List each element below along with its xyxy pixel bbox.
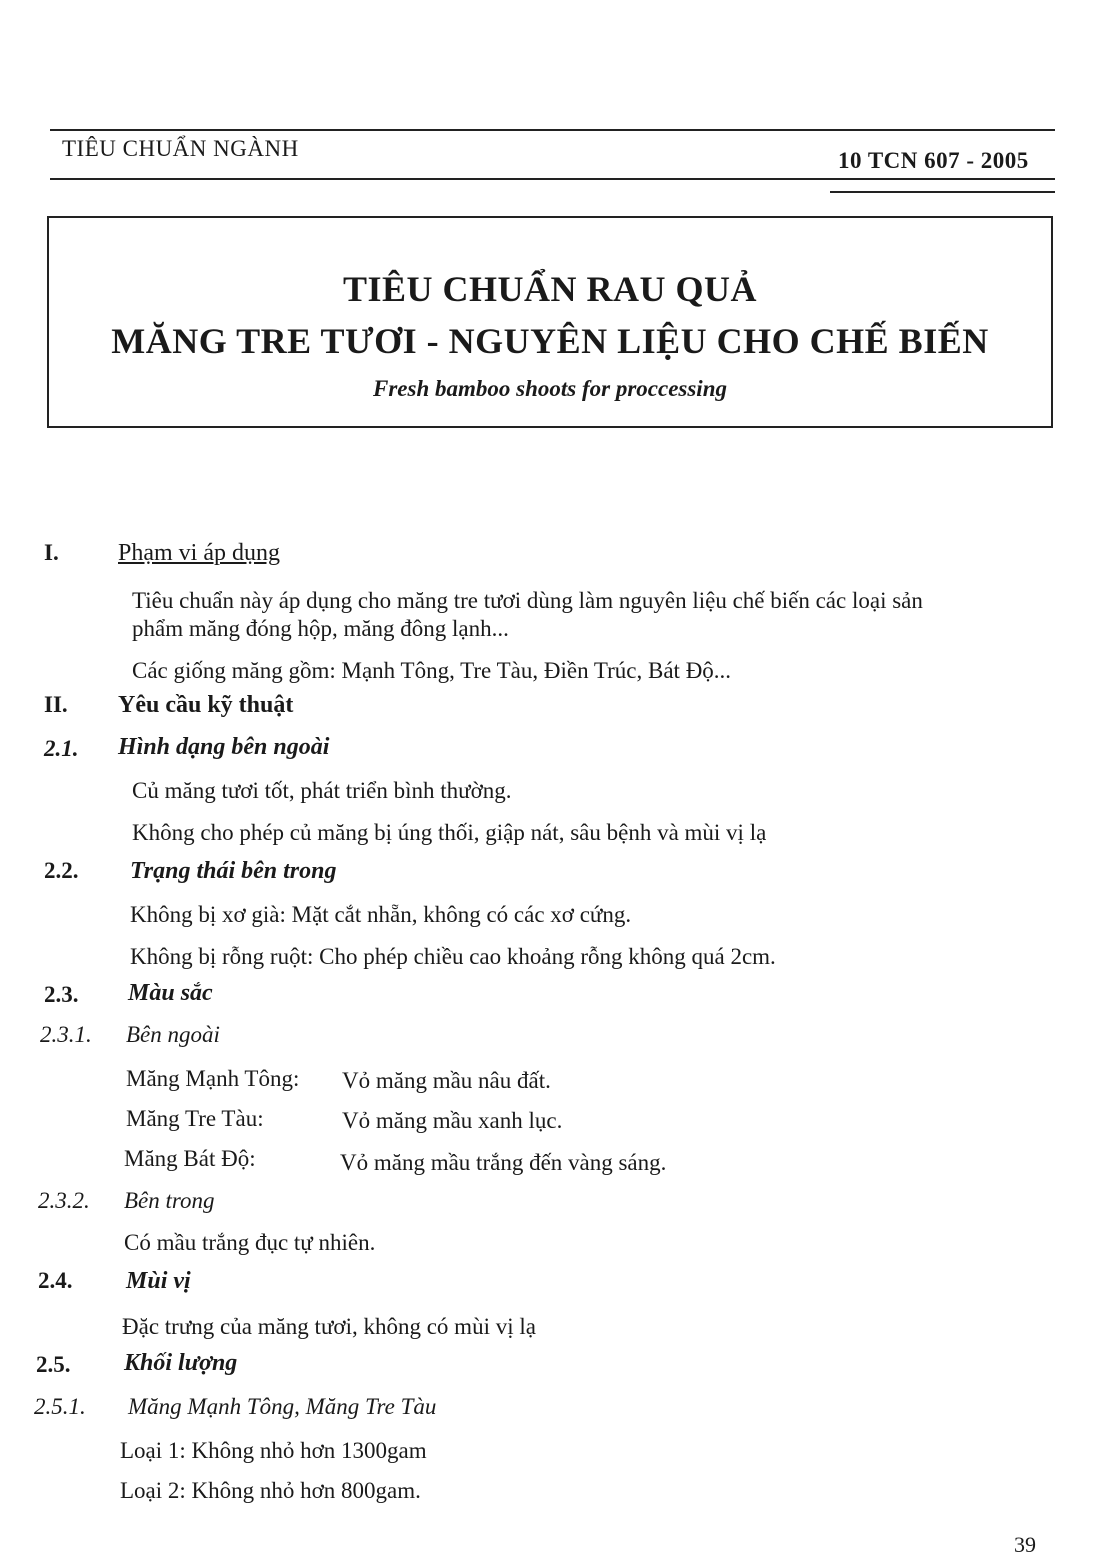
color-label: Măng Mạnh Tông: <box>126 1066 300 1091</box>
section-number: 2.5. <box>36 1352 71 1377</box>
paragraph: Các giống măng gồm: Mạnh Tông, Tre Tàu, Điền Trúc, Bát Độ... <box>132 658 732 683</box>
section-heading: Trạng thái bên trong <box>130 858 337 884</box>
doc-english-title: Fresh bamboo shoots for proccessing <box>373 376 727 401</box>
section-heading: Bên trong <box>124 1188 215 1213</box>
paragraph: Không bị xơ già: Mặt cắt nhẵn, không có các xơ cứng. <box>130 902 632 927</box>
section-heading: Mùi vị <box>126 1268 191 1294</box>
section-number: 2.3.2. <box>38 1188 90 1213</box>
section-number: 2.1. <box>44 736 79 761</box>
page-number: 39 <box>1014 1532 1036 1557</box>
paragraph: Củ măng tươi tốt, phát triển bình thường. <box>132 778 512 803</box>
paragraph: Tiêu chuẩn này áp dụng cho măng tre tươi dùng làm nguyên liệu chế biến các loại sản <box>132 588 923 613</box>
color-label: Măng Tre Tàu: <box>126 1106 264 1131</box>
section-heading: Khối lượng <box>124 1350 238 1376</box>
color-value: Vỏ măng mầu nâu đất. <box>342 1068 551 1093</box>
section-heading: Hình dạng bên ngoài <box>118 734 330 760</box>
paragraph: Có mầu trắng đục tự nhiên. <box>124 1230 376 1255</box>
section-number: 2.4. <box>38 1268 73 1293</box>
paragraph: Không bị rỗng ruột: Cho phép chiều cao khoảng rỗng không quá 2cm. <box>130 944 776 969</box>
header-bottom-rule <box>50 178 1055 180</box>
section-heading: Bên ngoài <box>126 1022 220 1047</box>
section-number: II. <box>44 692 68 717</box>
color-label: Măng Bát Độ: <box>124 1146 256 1171</box>
paragraph: Loại 1: Không nhỏ hơn 1300gam <box>120 1438 427 1463</box>
header-bottom-rule-right <box>830 191 1055 193</box>
paragraph: phẩm măng đóng hộp, măng đông lạnh... <box>132 616 509 641</box>
section-number: I. <box>44 540 59 565</box>
paragraph: Không cho phép củ măng bị úng thối, giập nát, sâu bệnh và mùi vị lạ <box>132 820 767 845</box>
doc-title: TIÊU CHUẨN RAU QUẢ <box>342 269 758 309</box>
section-number: 2.3. <box>44 982 79 1007</box>
paragraph: Loại 2: Không nhỏ hơn 800gam. <box>120 1478 421 1503</box>
section-heading: Măng Mạnh Tông, Măng Tre Tàu <box>128 1394 437 1419</box>
color-value: Vỏ măng mầu trắng đến vàng sáng. <box>340 1150 667 1175</box>
standard-category: TIÊU CHUẨN NGÀNH <box>62 136 299 161</box>
section-number: 2.3.1. <box>40 1022 92 1047</box>
section-number: 2.2. <box>44 858 79 883</box>
section-heading: Phạm vi áp dụng <box>118 540 280 566</box>
standard-code: 10 TCN 607 - 2005 <box>838 148 1029 173</box>
color-value: Vỏ măng mầu xanh lục. <box>342 1108 563 1133</box>
title-box <box>47 216 1053 428</box>
header-top-rule <box>50 129 1055 131</box>
doc-subtitle: MĂNG TRE TƯƠI - NGUYÊN LIỆU CHO CHẾ BIẾN <box>111 321 989 361</box>
section-number: 2.5.1. <box>34 1394 86 1419</box>
paragraph: Đặc trưng của măng tươi, không có mùi vị lạ <box>122 1314 536 1339</box>
section-heading: Màu sắc <box>128 980 213 1006</box>
section-heading: Yêu cầu kỹ thuật <box>118 692 294 718</box>
